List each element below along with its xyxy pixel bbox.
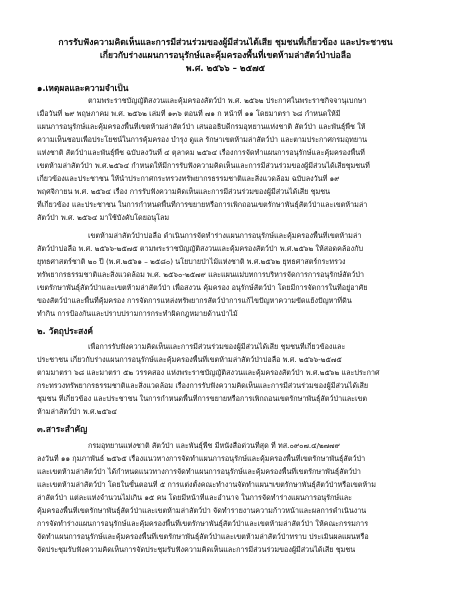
- section-1-para-2-line: ทำกิน การป้องกันและปราบปรามการกระทำผิดกฎหมายด้านป่าไม้: [37, 309, 238, 318]
- section-2-para-1-line: ห้ามล่าสัตว์ป่า พ.ศ.๒๕๖๔: [37, 407, 117, 416]
- section-1-para-1-line: ตามพระราชบัญญัติสงวนและคุ้มครองสัตว์ป่า พ.ศ. ๒๕๖๒ ประกาศในพระราชกิจจานุเบกษา: [88, 96, 367, 105]
- section-1-para-2-line: ทรัพยากรธรรมชาติและสิ่งแวดล้อม พ.ศ. ๒๕๖๐-๒๕๗๙ และแผนแม่บทการบริหารจัดการการอนุรักษ์สัตว์ป่า: [37, 270, 364, 279]
- section-2-para-1-line: เพื่อการรับฟังความคิดเห็นและการมีส่วนร่วมของผู้มีส่วนได้เสีย ชุมชนที่เกี่ยวข้องและ: [88, 342, 346, 351]
- section-1-para-2-line: ยุทธศาสตร์ชาติ ๒๐ ปี (พ.ศ.๒๕๖๑ – ๒๕๘๐) นโยบายป่าไม้แห่งชาติ พ.ศ.๒๕๖๒ ยุทธศาสตร์กระทรวง: [37, 257, 346, 266]
- section-1-para-1-line: เกี่ยวข้องและประชาชน ให้นำประกาศกระทรวงทรัพยากรธรรมชาติและสิ่งแวดล้อม ฉบับลงวันที่ ๑๙: [37, 174, 340, 183]
- section-1-para-1-line: แห่งชาติ สัตว์ป่าและพันธุ์พืช ฉบับลงวันที่ ๔ ตุลาคม ๒๕๖๔ เรื่องการจัดทำแผนการอนุรักษ์และคุ้มครองพื้นที่: [37, 148, 365, 157]
- document-title-line-2: เกี่ยวกับร่างแผนการอนุรักษ์และคุ้มครองพื้นที่เขตห้ามล่าสัตว์ป่าบ่อลือ: [99, 51, 352, 61]
- section-1-para-2-line: เขตห้ามล่าสัตว์ป่าบ่อลือ ดำเนินการจัดทำร่างแผนการอนุรักษ์และคุ้มครองพื้นที่เขตห้ามล่า: [88, 231, 362, 240]
- section-1-para-1-line: ที่เกี่ยวข้อง และประชาชน ในการกำหนดพื้นที่การขยายหรือการเพิกถอนเขตรักษาพันธุ์สัตว์ป่าและเขตห้ามล่า: [37, 200, 368, 209]
- section-2-para-1-line: ประชาชน เกี่ยวกับร่างแผนการอนุรักษ์และคุ้มครองพื้นที่เขตห้ามล่าสัตว์ป่าบ่อลือ พ.ศ. ๒๕๖๖-๒๕๗๕: [37, 355, 342, 364]
- document-title-line-3: พ.ศ. ๒๕๖๖ – ๒๕๗๕: [185, 64, 266, 74]
- section-3-para-1-line: คุ้มครองพื้นที่เขตรักษาพันธุ์สัตว์ป่าและเขตห้ามล่าสัตว์ป่า จัดทำรายงานความก้าวหน้าและผลการดำเนินงาน: [37, 506, 367, 515]
- section-1-para-1-line: ความเห็นชอบเพื่อประโยชน์ในการคุ้มครอง บำรุง ดูแล รักษาเขตห้ามล่าสัตว์ป่า และตามประกาศกรมอุทยาน: [37, 135, 368, 144]
- section-1-para-2-line: ของสัตว์ป่าและพื้นที่คุ้มครอง การจัดการแหล่งทรัพยากรสัตว์ป่าการแก้ไขปัญหาความขัดแย้งปัญหาที่ดิน: [37, 296, 352, 305]
- section-1-para-1-line: สัตว์ป่า พ.ศ. ๒๕๖๔ มาใช้บังคับโดยอนุโลม: [37, 213, 170, 222]
- section-3-para-1-line: และเขตห้ามล่าสัตว์ป่า โดยในขั้นตอนที่ ๕ การแต่งตั้งคณะทำงานจัดทำแผนฯเขตรักษาพันธุ์สัตว์ป่าหรือเขตห้าม: [37, 480, 376, 489]
- section-2-para-1-line: ชุมชน ที่เกี่ยวข้อง และประชาชน ในการกำหนดพื้นที่การขยายหรือการเพิกถอนเขตรักษาพันธุ์สัตว์ป่าและเขต: [37, 394, 368, 403]
- section-2-para-1-line: กระทรวงทรัพยากรธรรมชาติและสิ่งแวดล้อม เรื่องการรับฟังความคิดเห็นและการมีส่วนร่วมของผู้มีส่วนได้เสีย: [37, 381, 369, 390]
- section-1-para-2-line: เขตรักษาพันธุ์สัตว์ป่าและเขตห้ามล่าสัตว์ป่า เพื่อสงวน คุ้มครอง อนุรักษ์สัตว์ป่า โดยมีการจัดการในที่อยู่อาศัย: [37, 283, 368, 292]
- section-1-para-2-line: สัตว์ป่าบ่อลือ พ.ศ. ๒๕๖๖-๒๕๗๕ ตามพระราชบัญญัติสงวนและคุ้มครองสัตว์ป่า พ.ศ.๒๕๖๒ ให้สอดคล้องกับ: [37, 244, 364, 253]
- section-3-heading: ๓.สาระสำคัญ: [37, 424, 88, 434]
- section-1-para-1-line: เมื่อวันที่ ๒๙ พฤษภาคม พ.ศ. ๒๕๖๒ เล่มที่ ๑๓๖ ตอนที่ ๗๑ ก หน้าที่ ๑๑ โดยมาตรา ๖๘ กำหนดให้มี: [37, 109, 341, 118]
- section-3-para-1-line: การจัดทำร่างแผนการอนุรักษ์และคุ้มครองพื้นที่เขตรักษาพันธุ์สัตว์ป่าและเขตห้ามล่าสัตว์ป่า ให้คณะกรรมการ: [37, 519, 369, 528]
- section-3-para-1-line: ล่าสัตว์ป่า แต่ละแห่งจำนวนไม่เกิน ๑๕ คน โดยมีหน้าที่และอำนาจ ในการจัดทำร่างแผนการอนุรักษ์และ: [37, 493, 353, 502]
- section-3-para-1-line: จัดประชุมรับฟังความคิดเห็นการจัดประชุมรับฟังความคิดเห็นและการมีส่วนร่วมของผู้มีส่วนได้เสีย ชุมชน: [37, 545, 356, 554]
- section-2-para-1-line: ตามมาตรา ๖๘ และมาตรา ๕๒ วรรคสอง แห่งพระราชบัญญัติสงวนและคุ้มครองสัตว์ป่า พ.ศ.๒๕๖๒ และประกาศ: [37, 368, 380, 377]
- section-1-heading: ๑.เหตุผลและความจำเป็น: [37, 83, 129, 93]
- section-1-para-1-line: แผนการอนุรักษ์และคุ้มครองพื้นที่เขตห้ามล่าสัตว์ป่า เสนออธิบดีกรมอุทยานแห่งชาติ สัตว์ป่า และพันธุ์พืช ให้: [37, 122, 366, 131]
- section-1-para-1-line: เขตห้ามล่าสัตว์ป่า พ.ศ.๒๕๖๔ กำหนดให้มีการรับฟังความคิดเห็นและการมีส่วนร่วมของผู้มีส่วนได้เสียชุมชนที่: [37, 161, 370, 170]
- section-3-para-1-line: ลงวันที่ ๑๑ กุมภาพันธ์ ๒๕๖๕ เรื่องแนวทางการจัดทำแผนการอนุรักษ์และคุ้มครองพื้นที่เขตรักษาพันธุ์สัตว์ป่า: [37, 454, 366, 463]
- section-3-para-1-line: จัดทำแผนการอนุรักษ์และคุ้มครองพื้นที่เขตรักษาพันธุ์สัตว์ป่าและเขตห้ามล่าสัตว์ป่าทราบ ประเมินผลแผนหรือ: [37, 532, 369, 541]
- document-title-line-1: การรับฟังความคิดเห็นและการมีส่วนร่วมของผู้มีส่วนได้เสีย ชุมชนที่เกี่ยวข้อง และประชาชน: [58, 38, 393, 48]
- section-3-para-1-line: กรมอุทยานแห่งชาติ สัตว์ป่า และพันธุ์พืช มีหนังสือด่วนที่สุด ที่ ทส.๐๙๐๗.๔/๒๗๗๙: [88, 441, 340, 450]
- section-3-para-1-line: และเขตห้ามล่าสัตว์ป่า ได้กำหนดแนวทางการจัดทำแผนการอนุรักษ์และคุ้มครองพื้นที่เขตรักษาพันธุ์สัตว์ป่า: [37, 467, 361, 476]
- section-1-para-1-line: พฤศจิกายน พ.ศ. ๒๕๖๔ เรื่อง การรับฟังความคิดเห็นและการมีส่วนร่วมของผู้มีส่วนได้เสีย ชุมชน: [37, 187, 331, 196]
- section-2-heading: ๒. วัตถุประสงค์: [37, 326, 93, 336]
